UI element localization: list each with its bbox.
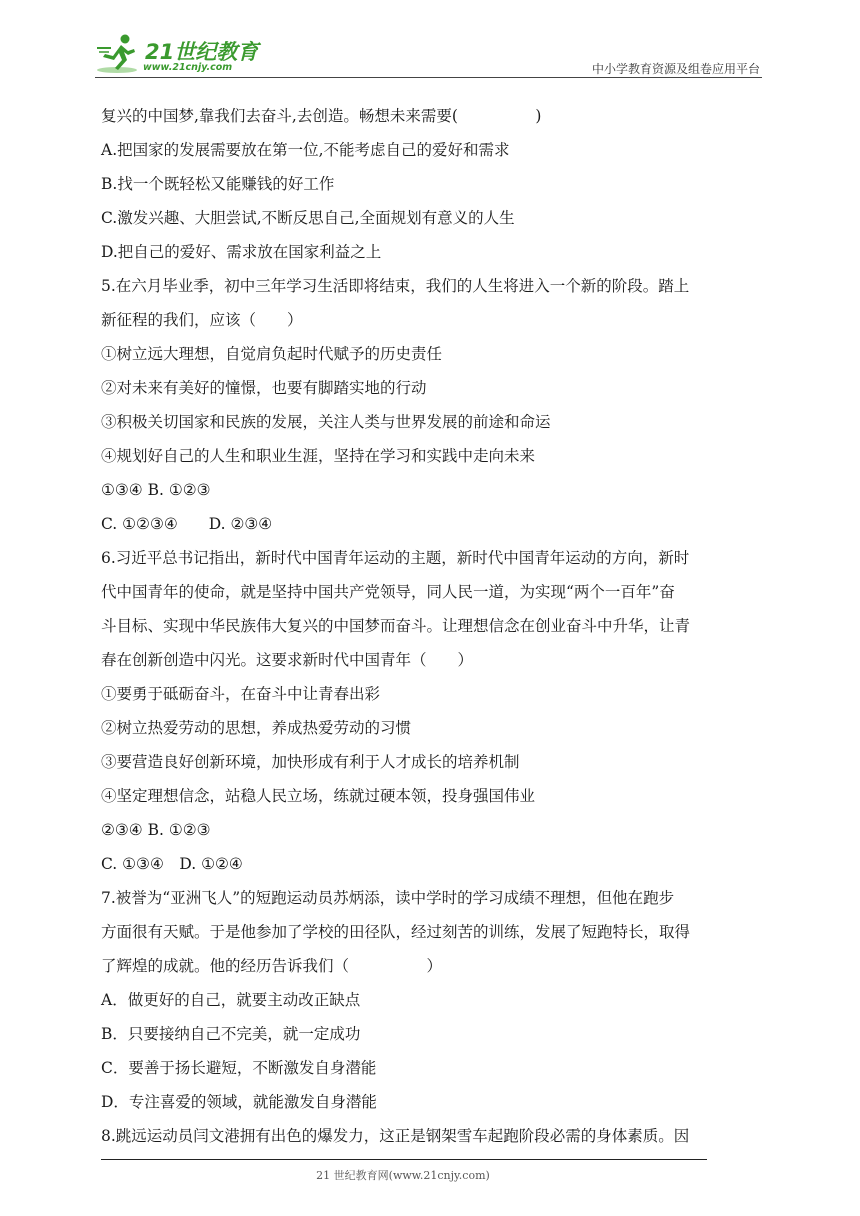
text-line: 方面很有天赋。于是他参加了学校的田径队，经过刻苦的训练，发展了短跑特长，取得 xyxy=(101,923,691,941)
page-header xyxy=(95,30,762,78)
text-line: ③积极关切国家和民族的发展，关注人类与世界发展的前途和命运 xyxy=(101,413,551,431)
text-line: 了辉煌的成就。他的经历告诉我们（ ） xyxy=(101,957,443,975)
text-line: 新征程的我们，应该（ ） xyxy=(101,311,303,329)
page-footer: 21 世纪教育网(www.21cnjy.com) xyxy=(316,1169,490,1182)
logo-url: www.21cnjy.com xyxy=(143,62,233,73)
text-line: D．专注喜爱的领域，就能激发自身潜能 xyxy=(101,1093,377,1111)
text-line: A．做更好的自己，就要主动改正缺点 xyxy=(101,991,361,1009)
header-divider xyxy=(95,77,762,78)
text-line: 代中国青年的使命，就是坚持中国共产党领导，同人民一道，为实现“两个一百年”奋 xyxy=(101,583,675,601)
text-line: ④规划好自己的人生和职业生涯，坚持在学习和实践中走向未来 xyxy=(101,447,536,465)
footer-divider xyxy=(101,1159,707,1160)
running-figure-icon xyxy=(95,32,147,76)
text-line: B．只要接纳自己不完美，就一定成功 xyxy=(101,1025,361,1043)
question-8-stem: 8.跳远运动员闫文港拥有出色的爆发力，这正是钢架雪车起跑阶段必需的身体素质。因 xyxy=(101,1127,690,1145)
text-line: ①树立远大理想，自觉肩负起时代赋予的历史责任 xyxy=(101,345,443,363)
text-line: ④坚定理想信念，站稳人民立场，练就过硬本领，投身强国伟业 xyxy=(101,787,536,805)
text-line: ①要勇于砥砺奋斗，在奋斗中让青春出彩 xyxy=(101,685,381,703)
text-line: A.把国家的发展需要放在第一位,不能考虑自己的爱好和需求 xyxy=(101,141,510,159)
document-body xyxy=(101,99,771,1153)
text-line: ②对未来有美好的憧憬，也要有脚踏实地的行动 xyxy=(101,379,427,397)
text-line: C．要善于扬长避短，不断激发自身潜能 xyxy=(101,1059,377,1077)
text-line: B.找一个既轻松又能赚钱的好工作 xyxy=(101,175,335,193)
logo-text: 21世纪教育 xyxy=(145,40,259,64)
text-line: ②③④ B. ①②③ xyxy=(101,821,211,839)
text-line: ①③④ B. ①②③ xyxy=(101,481,211,499)
text-line: C. ①②③④ D. ②③④ xyxy=(101,515,273,533)
text-line: ②树立热爱劳动的思想，养成热爱劳动的习惯 xyxy=(101,719,412,737)
site-logo[interactable] xyxy=(95,30,265,76)
platform-title: 中小学教育资源及组卷应用平台 xyxy=(591,62,760,76)
text-line: 斗目标、实现中华民族伟大复兴的中国梦而奋斗。让理想信念在创业奋斗中升华，让青 xyxy=(101,617,691,635)
text-line: 复兴的中国梦,靠我们去奋斗,去创造。畅想未来需要( ) xyxy=(101,107,542,125)
text-line: C.激发兴趣、大胆尝试,不断反思自己,全面规划有意义的人生 xyxy=(101,209,515,227)
question-6-stem: 6.习近平总书记指出，新时代中国青年运动的主题，新时代中国青年运动的方向，新时 xyxy=(101,549,690,567)
text-line: D.把自己的爱好、需求放在国家利益之上 xyxy=(101,243,382,261)
question-7-stem: 7.被誉为“亚洲飞人”的短跑运动员苏炳添，读中学时的学习成绩不理想，但他在跑步 xyxy=(101,889,675,907)
text-line: C. ①③④ D. ①②④ xyxy=(101,855,243,873)
question-5-stem: 5.在六月毕业季，初中三年学习生活即将结束，我们的人生将进入一个新的阶段。踏上 xyxy=(101,277,690,295)
text-line: ③要营造良好创新环境，加快形成有利于人才成长的培养机制 xyxy=(101,753,520,771)
text-line: 春在创新创造中闪光。这要求新时代中国青年（ ） xyxy=(101,651,474,669)
